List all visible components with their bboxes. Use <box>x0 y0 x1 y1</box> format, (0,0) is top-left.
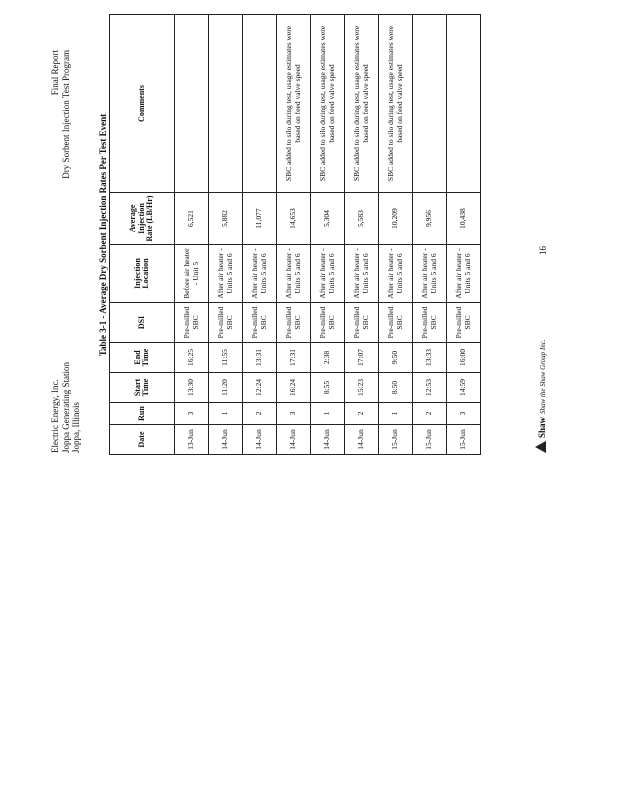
cell-injection-rate: 5,882 <box>209 193 243 245</box>
rotated-sheet <box>50 25 570 455</box>
column-header: Start Time <box>110 373 175 403</box>
cell-date: 15-Jun <box>413 425 447 455</box>
column-header: Run <box>110 403 175 425</box>
cell-injection-location: After air heater - Units 5 and 6 <box>447 245 481 303</box>
cell-injection-location: After air heater - Units 5 and 6 <box>379 245 413 303</box>
table-row <box>345 15 379 455</box>
cell-end-time: 13:33 <box>413 343 447 373</box>
injection-rates-table <box>109 14 481 455</box>
table-row <box>209 15 243 455</box>
cell-start-time: 8:50 <box>379 373 413 403</box>
cell-start-time: 8:55 <box>311 373 345 403</box>
cell-end-time: 17:31 <box>277 343 311 373</box>
cell-injection-location: After air heater - Units 5 and 6 <box>345 245 379 303</box>
cell-dsi: Pre-milled SBC <box>311 303 345 343</box>
cell-injection-location: After air heater - Units 5 and 6 <box>413 245 447 303</box>
cell-date: 14-Jun <box>243 425 277 455</box>
table-row <box>175 15 209 455</box>
header-report-type: Final Report <box>50 50 60 96</box>
table-row <box>413 15 447 455</box>
cell-comments: SBC added to silo during test, usage estimates were based on feed valve speed <box>379 15 413 193</box>
cell-dsi: Pre-milled SBC <box>277 303 311 343</box>
cell-run: 2 <box>243 403 277 425</box>
table-caption: Table 3-1 - Average Dry Sorbent Injection Rates Per Test Event <box>98 113 108 357</box>
logo-wordmark: Shaw <box>537 416 547 438</box>
page-number: 16 <box>538 246 548 255</box>
header-left <box>50 362 82 453</box>
cell-injection-rate: 6,521 <box>175 193 209 245</box>
cell-start-time: 11:20 <box>209 373 243 403</box>
cell-start-time: 12:53 <box>413 373 447 403</box>
header-location: Joppa, Illinois <box>71 402 81 453</box>
cell-injection-location: After air heater - Units 5 and 6 <box>277 245 311 303</box>
cell-run: 3 <box>175 403 209 425</box>
column-header: DSI <box>110 303 175 343</box>
cell-comments <box>243 15 277 193</box>
cell-run: 1 <box>311 403 345 425</box>
header-right <box>50 50 71 179</box>
cell-dsi: Pre-milled SBC <box>209 303 243 343</box>
cell-start-time: 15:23 <box>345 373 379 403</box>
cell-dsi: Pre-milled SBC <box>243 303 277 343</box>
column-header: Injection Location <box>110 245 175 303</box>
table-row <box>447 15 481 455</box>
cell-dsi: Pre-milled SBC <box>379 303 413 343</box>
column-header: Comments <box>110 15 175 193</box>
cell-date: 14-Jun <box>277 425 311 455</box>
cell-injection-rate: 10,209 <box>379 193 413 245</box>
cell-injection-rate: 5,583 <box>345 193 379 245</box>
cell-injection-rate: 9,956 <box>413 193 447 245</box>
cell-injection-location: Before air heater - Unit 5 <box>175 245 209 303</box>
cell-comments <box>447 15 481 193</box>
cell-end-time: 16:25 <box>175 343 209 373</box>
header-program: Dry Sorbent Injection Test Program <box>60 50 71 179</box>
cell-injection-rate: 10,438 <box>447 193 481 245</box>
header-company: Electric Energy, Inc. <box>50 379 60 453</box>
cell-comments <box>413 15 447 193</box>
table-row <box>277 15 311 455</box>
table-row <box>243 15 277 455</box>
cell-date: 13-Jun <box>175 425 209 455</box>
cell-injection-location: After air heater - Units 5 and 6 <box>209 245 243 303</box>
cell-end-time: 2:38 <box>311 343 345 373</box>
cell-date: 15-Jun <box>447 425 481 455</box>
cell-end-time: 13:31 <box>243 343 277 373</box>
cell-comments <box>209 15 243 193</box>
cell-injection-rate: 14,653 <box>277 193 311 245</box>
cell-start-time: 12:24 <box>243 373 277 403</box>
cell-injection-rate: 11,077 <box>243 193 277 245</box>
cell-dsi: Pre-milled SBC <box>447 303 481 343</box>
cell-run: 2 <box>413 403 447 425</box>
cell-end-time: 17:07 <box>345 343 379 373</box>
cell-injection-rate: 5,304 <box>311 193 345 245</box>
cell-run: 1 <box>209 403 243 425</box>
cell-comments: SBC added to silo during test, usage estimates were based on feed valve speed <box>345 15 379 193</box>
cell-run: 1 <box>379 403 413 425</box>
cell-date: 14-Jun <box>209 425 243 455</box>
table-header-row <box>110 15 175 455</box>
cell-comments <box>175 15 209 193</box>
cell-date: 15-Jun <box>379 425 413 455</box>
cell-dsi: Pre-milled SBC <box>345 303 379 343</box>
shaw-logo <box>535 339 547 453</box>
cell-comments: SBC added to silo during test, usage estimates were based on feed valve speed <box>311 15 345 193</box>
cell-start-time: 16:24 <box>277 373 311 403</box>
table-row <box>379 15 413 455</box>
cell-injection-location: After air heater - Units 5 and 6 <box>243 245 277 303</box>
cell-run: 3 <box>277 403 311 425</box>
logo-tagline: Shaw the Shaw Group Inc. <box>539 339 547 414</box>
cell-injection-location: After air heater - Units 5 and 6 <box>311 245 345 303</box>
header-station: Joppa Generating Station <box>60 362 71 453</box>
cell-end-time: 9:50 <box>379 343 413 373</box>
cell-dsi: Pre-milled SBC <box>413 303 447 343</box>
cell-run: 3 <box>447 403 481 425</box>
cell-run: 2 <box>345 403 379 425</box>
cell-dsi: Pre-milled SBC <box>175 303 209 343</box>
cell-end-time: 11:55 <box>209 343 243 373</box>
cell-end-time: 16:00 <box>447 343 481 373</box>
shaw-triangle-icon <box>535 441 546 453</box>
column-header: Date <box>110 425 175 455</box>
cell-start-time: 13:30 <box>175 373 209 403</box>
cell-date: 14-Jun <box>311 425 345 455</box>
table-row <box>311 15 345 455</box>
cell-start-time: 14:59 <box>447 373 481 403</box>
cell-date: 14-Jun <box>345 425 379 455</box>
column-header: Average Injection Rate (LB/Hr) <box>110 193 175 245</box>
column-header: End Time <box>110 343 175 373</box>
cell-comments: SBC added to silo during test, usage estimates were based on feed valve speed <box>277 15 311 193</box>
